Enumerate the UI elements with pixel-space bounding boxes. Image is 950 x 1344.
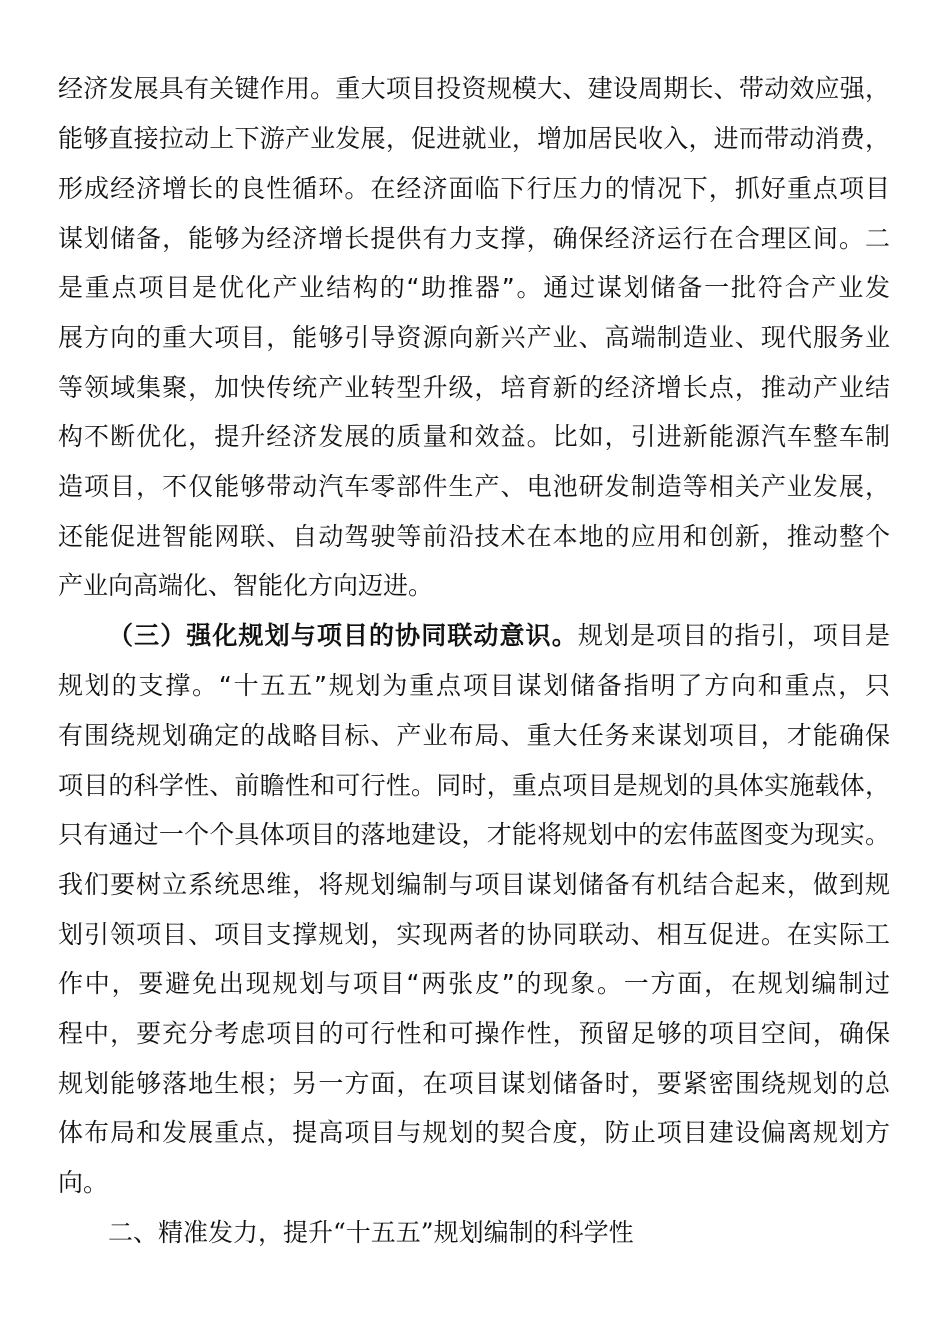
paragraph-line: 构不断优化，提升经济发展的质量和效益。比如，引进新能源汽车整车制 [58, 422, 890, 451]
paragraph-line: 规划的支撑。“十五五”规划为重点项目谋划储备指明了方向和重点，只 [58, 671, 890, 700]
paragraph-line: 有围绕规划确定的战略目标、产业布局、重大任务来谋划项目，才能确保 [58, 721, 890, 750]
paragraph-line: 体布局和发展重点，提高项目与规划的契合度，防止项目建设偏离规划方 [58, 1118, 890, 1147]
paragraph-line: 能够直接拉动上下游产业发展，促进就业，增加居民收入，进而带动消费， [58, 124, 890, 153]
paragraph-text: 规划是项目的指引，项目是 [577, 621, 890, 650]
paragraph-line: 还能促进智能网联、自动驾驶等前沿技术在本地的应用和创新，推动整个 [58, 522, 890, 551]
paragraph-line: 只有通过一个个具体项目的落地建设，才能将规划中的宏伟蓝图变为现实。 [58, 820, 890, 849]
paragraph-first-line [108, 621, 890, 651]
subsection-heading: （三）强化规划与项目的协同联动意识。 [108, 621, 578, 650]
paragraph-line: 划引领项目、项目支撑规划，实现两者的协同联动、相互促进。在实际工 [58, 920, 890, 949]
paragraph-line: 程中，要充分考虑项目的可行性和可操作性，预留足够的项目空间，确保 [58, 1019, 890, 1048]
paragraph-line: 是重点项目是优化产业结构的“助推器”。通过谋划储备一批符合产业发 [58, 273, 890, 302]
paragraph-line: 谋划储备，能够为经济增长提供有力支撑，确保经济运行在合理区间。二 [58, 224, 890, 253]
paragraph-line: 规划能够落地生根；另一方面，在项目谋划储备时，要紧密围绕规划的总 [58, 1069, 890, 1098]
paragraph-line: 展方向的重大项目，能够引导资源向新兴产业、高端制造业、现代服务业 [58, 323, 890, 352]
section-heading: 二、精准发力，提升“十五五”规划编制的科学性 [108, 1218, 634, 1247]
paragraph-line: 作中，要避免出现规划与项目“两张皮”的现象。一方面，在规划编制过 [58, 969, 890, 998]
paragraph-line-last: 向。 [58, 1168, 109, 1197]
paragraph-line: 项目的科学性、前瞻性和可行性。同时，重点项目是规划的具体实施载体， [58, 771, 890, 800]
paragraph-line: 形成经济增长的良性循环。在经济面临下行压力的情况下，抓好重点项目 [58, 174, 890, 203]
paragraph-line: 造项目，不仅能够带动汽车零部件生产、电池研发制造等相关产业发展， [58, 472, 890, 501]
paragraph-line: 经济发展具有关键作用。重大项目投资规模大、建设周期长、带动效应强， [58, 74, 890, 103]
paragraph-line: 我们要树立系统思维，将规划编制与项目谋划储备有机结合起来，做到规 [58, 870, 890, 899]
paragraph-line: 等领域集聚，加快传统产业转型升级，培育新的经济增长点，推动产业结 [58, 373, 890, 402]
paragraph-line-last: 产业向高端化、智能化方向迈进。 [58, 571, 434, 600]
